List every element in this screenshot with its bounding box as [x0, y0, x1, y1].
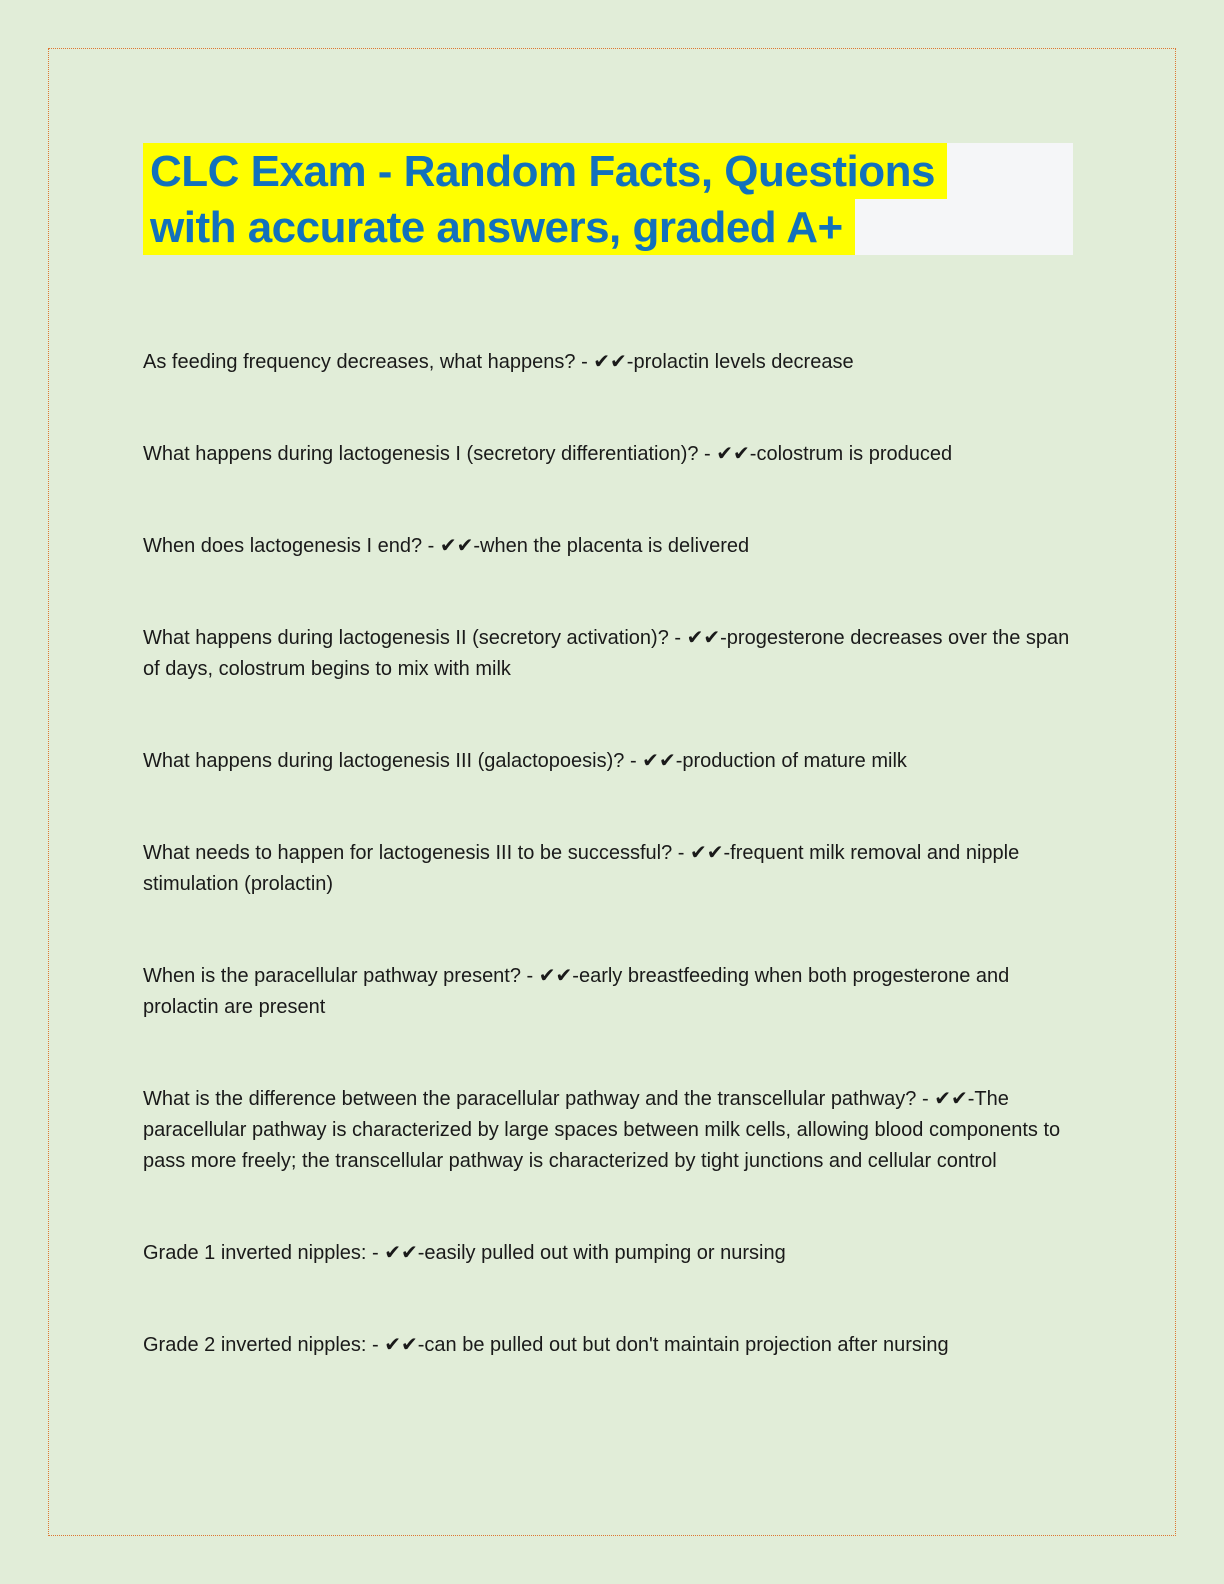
- qa-list: [143, 347, 1088, 1361]
- qa-item: [143, 746, 1088, 777]
- answer-text: progesterone decreases over the span of days, colostrum begins to mix with milk: [143, 627, 1070, 680]
- checkmarks-separator: - ✔✔-: [672, 842, 731, 864]
- checkmarks-separator: - ✔✔-: [668, 627, 727, 649]
- title-block: [143, 143, 1073, 255]
- checkmarks-separator: - ✔✔-: [575, 351, 634, 373]
- answer-text: can be pulled out but don't maintain projection after nursing: [424, 1334, 949, 1356]
- qa-item: [143, 347, 1088, 378]
- question-text: As feeding frequency decreases, what happens?: [143, 351, 576, 373]
- qa-item: [143, 1330, 1088, 1361]
- answer-text: colostrum is produced: [756, 443, 953, 465]
- page-title-line-2: [143, 199, 1073, 255]
- answer-text: early breastfeeding when both progesterone and prolactin are present: [143, 965, 1010, 1018]
- question-text: Grade 1 inverted nipples:: [143, 1242, 367, 1264]
- question-text: What is the difference between the paracellular pathway and the transcellular pathway?: [143, 1088, 917, 1110]
- answer-text: The paracellular pathway is characterized by large spaces between milk cells, allowing blood components to pass more freely; the transcellular pathway is characterized by tight junctions and cellular control: [143, 1088, 1061, 1172]
- checkmarks-separator: - ✔✔-: [698, 443, 757, 465]
- qa-item: [143, 961, 1088, 1023]
- question-text: When does lactogenesis I end?: [143, 535, 423, 557]
- question-text: What needs to happen for lactogenesis III to be successful?: [143, 842, 673, 864]
- answer-text: when the placenta is delivered: [480, 535, 750, 557]
- answer-text: easily pulled out with pumping or nursing: [424, 1242, 786, 1264]
- checkmarks-separator: - ✔✔-: [422, 535, 481, 557]
- answer-text: frequent milk removal and nipple stimulation (prolactin): [143, 842, 1020, 895]
- qa-item: [143, 439, 1088, 470]
- answer-text: production of mature milk: [682, 750, 907, 772]
- question-text: What happens during lactogenesis II (secretory activation)?: [143, 627, 669, 649]
- qa-item: [143, 531, 1088, 562]
- qa-item: [143, 623, 1088, 685]
- qa-item: [143, 1084, 1088, 1177]
- checkmarks-separator: - ✔✔-: [521, 965, 579, 987]
- answer-text: prolactin levels decrease: [633, 351, 854, 373]
- qa-item: [143, 838, 1088, 900]
- checkmarks-separator: - ✔✔-: [624, 750, 683, 772]
- question-text: What happens during lactogenesis I (secretory differentiation)?: [143, 443, 699, 465]
- page-title-highlight: CLC Exam - Random Facts, Questions: [143, 143, 947, 199]
- page-content: [143, 143, 1088, 1422]
- qa-item: [143, 1238, 1088, 1269]
- page-title-highlight: with accurate answers, graded A+: [143, 199, 855, 255]
- checkmarks-separator: - ✔✔-: [916, 1088, 975, 1110]
- question-text: What happens during lactogenesis III (galactopoesis)?: [143, 750, 625, 772]
- question-text: Grade 2 inverted nipples:: [143, 1334, 367, 1356]
- question-text: When is the paracellular pathway present?: [143, 965, 521, 987]
- checkmarks-separator: - ✔✔-: [366, 1334, 425, 1356]
- page-title-line-1: [143, 143, 1073, 199]
- checkmarks-separator: - ✔✔-: [366, 1242, 425, 1264]
